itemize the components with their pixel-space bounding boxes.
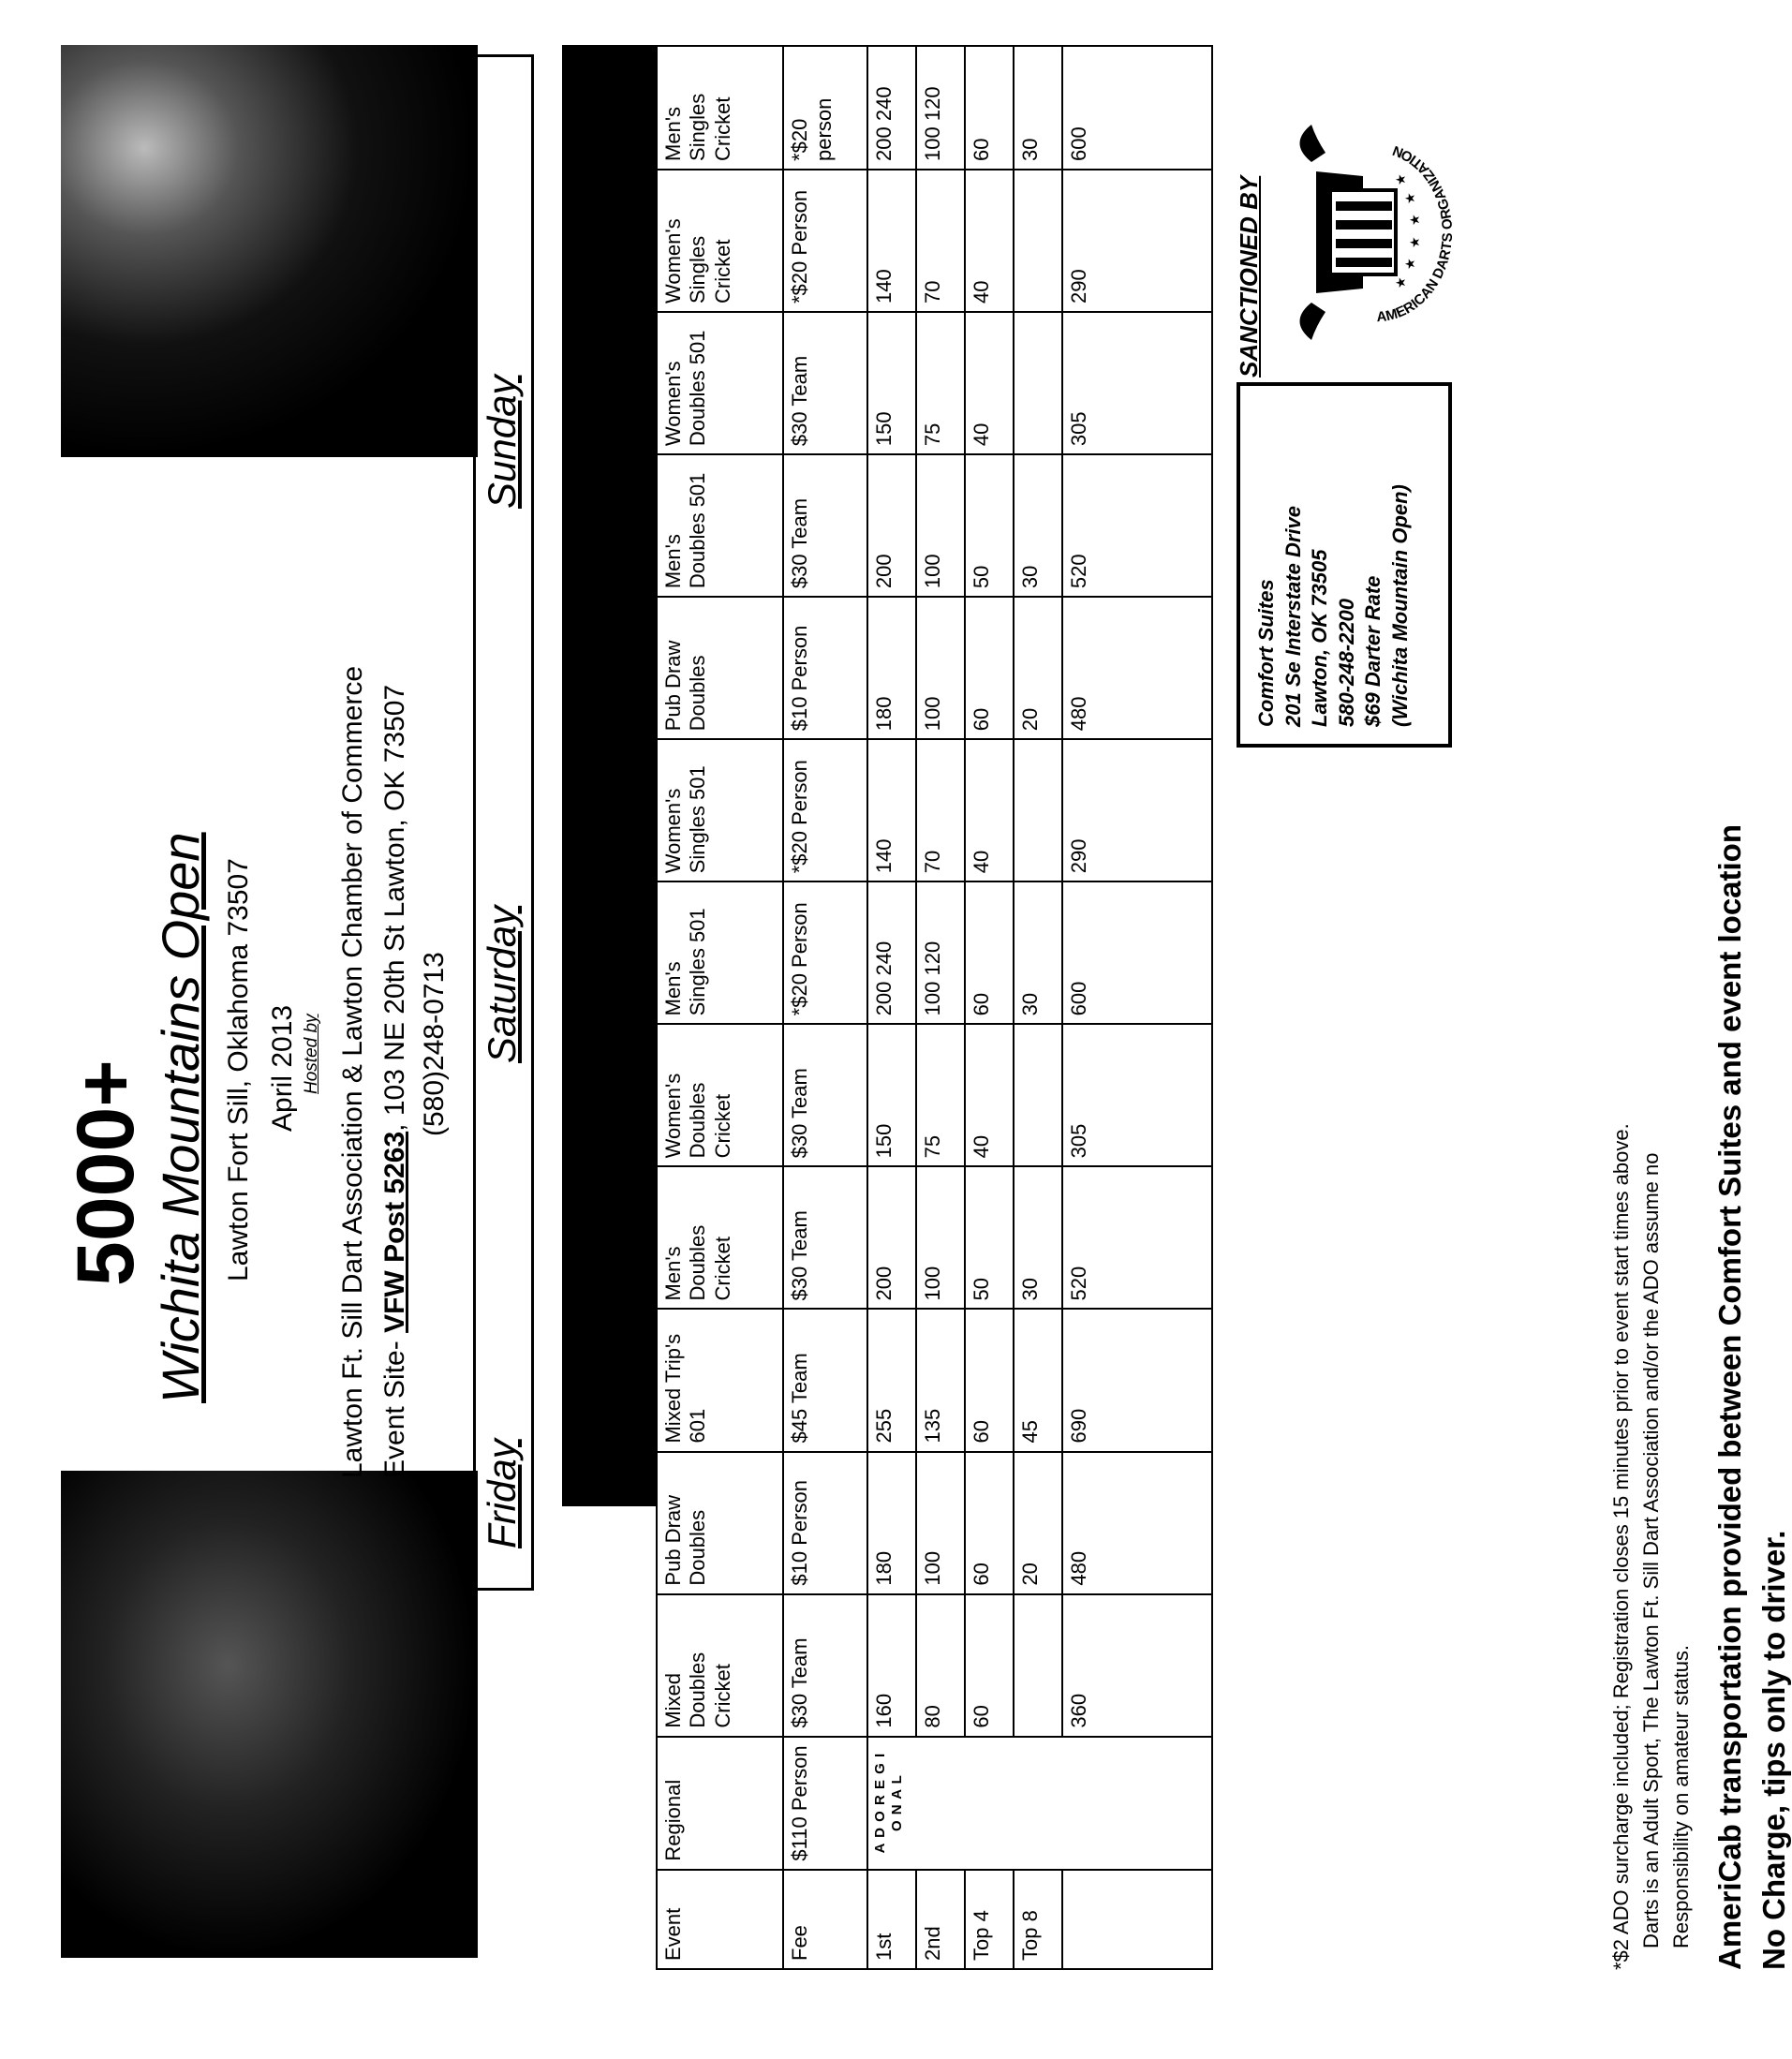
- ado-logo-text: AMERICAN DARTS ORGANIZATION: [1375, 141, 1457, 326]
- prize-top8: 45: [1014, 1309, 1062, 1451]
- event-phone: (580)248-0713: [419, 952, 450, 1136]
- total-cell: 305: [1062, 312, 1212, 454]
- total-cell: 480: [1062, 1452, 1212, 1594]
- fee-cell: *$20 Person: [783, 739, 867, 881]
- svg-text:★: ★: [1402, 192, 1417, 204]
- footnote-amateur: Responsibility on amateur status.: [1669, 1644, 1693, 1948]
- total-cell: 520: [1062, 1166, 1212, 1309]
- event-site: [379, 685, 411, 1478]
- day-friday: Friday: [480, 1439, 524, 1548]
- svg-text:★: ★: [1402, 258, 1417, 270]
- event-site-venue: VFW Post 5263: [379, 1131, 410, 1333]
- row-label-2nd: 2nd: [916, 1870, 965, 1969]
- prize-top8: [1014, 1024, 1062, 1166]
- total-cell: 690: [1062, 1309, 1212, 1451]
- prize-1st: 160: [867, 1594, 916, 1737]
- prize-top4: 60: [965, 881, 1014, 1024]
- row-label-1st: 1st: [867, 1870, 916, 1969]
- prize-top8: 20: [1014, 1452, 1062, 1594]
- row-label-event: Event: [657, 1870, 783, 1969]
- event-site-address: , 103 NE 20th St Lawton, OK 73507: [379, 684, 410, 1132]
- prize-1st: 255: [867, 1309, 916, 1451]
- prize-1st: 140: [867, 170, 916, 312]
- row-label-top8: Top 8: [1014, 1870, 1062, 1969]
- prize-top4: 60: [965, 1452, 1014, 1594]
- prize-2nd: 75: [916, 312, 965, 454]
- table-row: [657, 46, 783, 1969]
- prize-1st: 200: [867, 1166, 916, 1309]
- fee-cell: $45 Team: [783, 1309, 867, 1451]
- ado-logo-icon: [1274, 106, 1461, 359]
- total-cell: 290: [1062, 170, 1212, 312]
- total-cell: 480: [1062, 597, 1212, 739]
- transport-tips: No Charge, tips only to driver.: [1756, 1530, 1791, 1970]
- prize-2nd: 100: [916, 597, 965, 739]
- prize-1st: 200 240: [867, 881, 916, 1024]
- row-label-top4: Top 4: [965, 1870, 1014, 1969]
- table-row: [1014, 46, 1062, 1969]
- fee-cell: $30 Team: [783, 1024, 867, 1166]
- prize-1st: 200: [867, 454, 916, 597]
- hotel-city: Lawton, OK 73505: [1308, 549, 1332, 727]
- event-name: Wichita Mountains Open: [151, 832, 210, 1403]
- prize-top8: [1014, 170, 1062, 312]
- prize-top8: 30: [1014, 881, 1062, 1024]
- transport-note: AmeriCab transportation provided between Comfort Suites and event location: [1712, 824, 1747, 1970]
- black-header-band: [562, 45, 656, 1506]
- svg-text:★: ★: [1393, 276, 1408, 289]
- prize-top8: [1014, 312, 1062, 454]
- regional-fee: $110 Person: [783, 1737, 867, 1870]
- prize-2nd: 100: [916, 454, 965, 597]
- event-name-cell: Women's Singles 501: [657, 739, 783, 881]
- event-site-label: Event Site-: [379, 1341, 410, 1478]
- svg-text:★: ★: [1393, 173, 1408, 185]
- total-cell: 600: [1062, 881, 1212, 1024]
- prize-top8: [1014, 739, 1062, 881]
- prize-1st: 150: [867, 312, 916, 454]
- fee-cell: *$20 Person: [783, 170, 867, 312]
- footnote-surcharge: *$2 ADO surcharge included; Registration closes 15 minutes prior to event start times above.: [1609, 1123, 1633, 1970]
- day-header-box: [473, 54, 534, 1591]
- prize-2nd: 135: [916, 1309, 965, 1451]
- hotel-rate: $69 Darter Rate: [1361, 575, 1385, 727]
- prize-top8: [1014, 1594, 1062, 1737]
- prize-2nd: 80: [916, 1594, 965, 1737]
- prize-top4: 50: [965, 454, 1014, 597]
- event-name-cell: Mixed Trip's 601: [657, 1309, 783, 1451]
- fee-cell: $10 Person: [783, 597, 867, 739]
- row-label-fee: Fee: [783, 1870, 867, 1969]
- table-row: [1062, 46, 1212, 1969]
- prize-top8: 30: [1014, 46, 1062, 170]
- prize-1st: 150: [867, 1024, 916, 1166]
- total-cell: 305: [1062, 1024, 1212, 1166]
- event-name-cell: Men's Singles 501: [657, 881, 783, 1024]
- prize-top8: 20: [1014, 597, 1062, 739]
- prize-2nd: 70: [916, 739, 965, 881]
- big-title: 5000+: [61, 1059, 151, 1286]
- fee-cell: $10 Person: [783, 1452, 867, 1594]
- footnote-adult-sport: Darts is an Adult Sport, The Lawton Ft. Sill Dart Association and/or the ADO assume no: [1639, 1152, 1663, 1948]
- fee-cell: $30 Team: [783, 312, 867, 454]
- total-cell: 520: [1062, 454, 1212, 597]
- prize-2nd: 100: [916, 1166, 965, 1309]
- total-cell: 600: [1062, 46, 1212, 170]
- fee-cell: $30 Team: [783, 1594, 867, 1737]
- sanctioned-by-label: SANCTIONED BY: [1235, 175, 1263, 378]
- event-name-cell: Pub Draw Doubles: [657, 597, 783, 739]
- prize-2nd: 100 120: [916, 46, 965, 170]
- hotel-street: 201 Se Interstate Drive: [1281, 505, 1305, 727]
- svg-text:★: ★: [1407, 236, 1422, 248]
- prize-2nd: 70: [916, 170, 965, 312]
- prize-top4: 50: [965, 1166, 1014, 1309]
- day-saturday: Saturday: [480, 905, 524, 1063]
- hotel-name: Comfort Suites: [1254, 579, 1278, 727]
- prize-1st: 140: [867, 739, 916, 881]
- table-row: [867, 46, 916, 1969]
- prize-top4: 60: [965, 1594, 1014, 1737]
- prize-1st: 200 240: [867, 46, 916, 170]
- event-name-cell: Men's Doubles Cricket: [657, 1166, 783, 1309]
- table-row: [965, 46, 1014, 1969]
- event-name-cell: Women's Singles Cricket: [657, 170, 783, 312]
- day-sunday: Sunday: [480, 375, 524, 509]
- event-date: April 2013: [267, 1004, 298, 1132]
- event-name-cell: Men's Doubles 501: [657, 454, 783, 597]
- total-cell: 360: [1062, 1594, 1212, 1737]
- row-label-total: [1062, 1870, 1212, 1969]
- hosted-by-note: Hosted by: [302, 1014, 321, 1094]
- table-row: [916, 46, 965, 1969]
- prize-top4: 60: [965, 1309, 1014, 1451]
- fee-cell: $30 Team: [783, 454, 867, 597]
- fee-cell: *$20 person: [783, 46, 867, 170]
- event-name-cell: Women's Doubles Cricket: [657, 1024, 783, 1166]
- prize-top8: 30: [1014, 454, 1062, 597]
- regional-vertical-letters: A D O R E G I O N A L: [867, 1737, 1212, 1870]
- event-name-cell: Men's Singles Cricket: [657, 46, 783, 170]
- event-name-cell: Pub Draw Doubles: [657, 1452, 783, 1594]
- event-schedule-table: [656, 45, 1213, 1970]
- prize-top4: 40: [965, 312, 1014, 454]
- dart-player-photo-right: [61, 45, 478, 457]
- prize-top4: 60: [965, 46, 1014, 170]
- host-organizations: Lawton Ft. Sill Dart Association & Lawton Chamber of Commerce: [337, 665, 368, 1478]
- prize-1st: 180: [867, 597, 916, 739]
- event-name-cell: Women's Doubles 501: [657, 312, 783, 454]
- fee-cell: *$20 Person: [783, 881, 867, 1024]
- prize-2nd: 100: [916, 1452, 965, 1594]
- hotel-info-box: [1237, 382, 1452, 748]
- hotel-phone: 580-248-2200: [1334, 598, 1358, 727]
- svg-text:★: ★: [1407, 214, 1422, 226]
- prize-top4: 40: [965, 170, 1014, 312]
- event-location: Lawton Fort Sill, Oklahoma 73507: [223, 858, 254, 1281]
- total-cell: 290: [1062, 739, 1212, 881]
- dart-player-photo-left: [61, 1471, 478, 1958]
- prize-2nd: 100 120: [916, 881, 965, 1024]
- table-row: [783, 46, 867, 1969]
- event-name-cell: Mixed Doubles Cricket: [657, 1594, 783, 1737]
- prize-top4: 40: [965, 1024, 1014, 1166]
- fee-cell: $30 Team: [783, 1166, 867, 1309]
- prize-top4: 40: [965, 739, 1014, 881]
- prize-1st: 180: [867, 1452, 916, 1594]
- regional-name: Regional: [657, 1737, 783, 1870]
- hotel-note: (Wichita Mountain Open): [1387, 484, 1412, 727]
- prize-2nd: 75: [916, 1024, 965, 1166]
- prize-top4: 60: [965, 597, 1014, 739]
- prize-top8: 30: [1014, 1166, 1062, 1309]
